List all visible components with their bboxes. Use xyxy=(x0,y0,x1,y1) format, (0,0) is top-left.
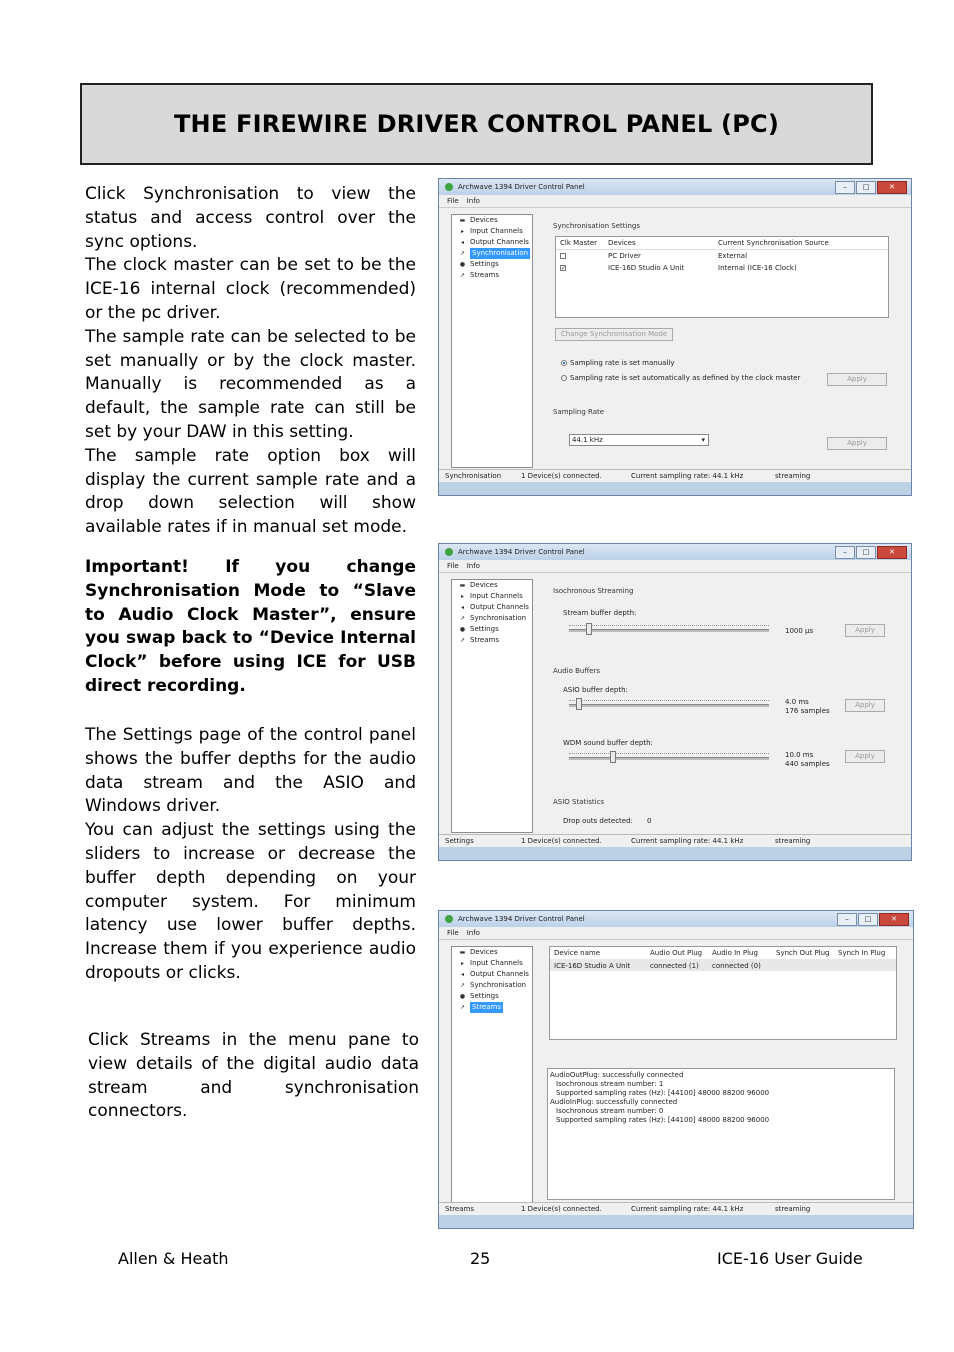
wdm-buffer-slider[interactable] xyxy=(569,757,769,760)
col-header[interactable]: Devices xyxy=(608,237,636,250)
paragraph: You can adjust the settings using the sliders to increase or decrease the buffer depth depending on your computer system. For minimum latency use lower buffer depths. Increase them if you experience audio dropouts or clicks. xyxy=(85,820,416,983)
log-line: Isochronous stream number: 1 xyxy=(556,1080,664,1088)
sync-icon: ↗ xyxy=(459,250,466,257)
input-icon: ▸ xyxy=(460,593,464,600)
clk-master-checkbox[interactable] xyxy=(560,252,566,260)
group-title: ASIO Statistics xyxy=(553,798,605,806)
sample-rate-select[interactable]: 44.1 kHz ▾ xyxy=(569,434,709,446)
dropouts-value: 0 xyxy=(647,817,652,825)
important-paragraph: Important! If you change Synchronisation Mode to “Slave to Audio Clock Master”, ensure you swap back to “Device Internal Clock” before using ICE for USB direct recording. xyxy=(85,557,416,696)
tree-item-input-channels[interactable]: ▸ Input Channels xyxy=(452,226,532,237)
window-titlebar[interactable] xyxy=(439,544,911,560)
app-icon xyxy=(445,548,453,556)
col-header[interactable]: Device name xyxy=(554,947,600,960)
tree-item-settings[interactable]: ● Settings xyxy=(459,992,499,1000)
radio-auto[interactable]: Sampling rate is set automatically as defined by the clock master xyxy=(561,374,800,382)
maximize-button[interactable]: □ xyxy=(858,913,878,926)
group-title: Isochronous Streaming xyxy=(553,587,634,595)
device-name: PC Driver xyxy=(608,252,641,260)
sync-source: External xyxy=(718,252,748,260)
stream-details-log xyxy=(547,1068,895,1200)
menu-bar xyxy=(439,927,913,940)
streams-table xyxy=(549,946,897,1040)
sync-icon: ↗ xyxy=(459,615,466,622)
apply-button[interactable]: Apply xyxy=(845,624,885,637)
tree-item-streams[interactable]: ↗ Streams xyxy=(459,271,499,279)
col-header[interactable]: Audio Out Plug xyxy=(650,947,702,960)
radio-manual[interactable]: Sampling rate is set manually xyxy=(561,359,674,367)
window-titlebar[interactable] xyxy=(439,179,911,195)
window-client xyxy=(439,208,911,482)
app-icon xyxy=(445,183,453,191)
sync-table xyxy=(555,236,889,318)
paragraph: The sample rate option box will display the current sample rate and a drop down selection will show available rates if in manual set mode. xyxy=(85,445,416,538)
change-sync-mode-button[interactable]: Change Synchronisation Mode xyxy=(555,328,673,341)
slider-thumb[interactable] xyxy=(576,698,582,710)
tree-item-synchronisation[interactable]: ↗ Synchronisation xyxy=(459,249,529,257)
output-icon: ◂ xyxy=(460,971,464,978)
col-header[interactable]: Synch Out Plug xyxy=(776,947,830,960)
minimize-button[interactable]: – xyxy=(837,913,857,926)
col-header[interactable]: Clk Master xyxy=(560,237,597,250)
paragraph: The clock master can be set to be the ICE-16 internal clock (recommended) or the pc driver. xyxy=(85,255,416,323)
nav-tree xyxy=(451,579,533,833)
tree-item-output-channels[interactable]: ◂ Output Channels xyxy=(452,969,532,980)
asio-buffer-samples: 176 samples xyxy=(785,707,830,715)
dropouts-label: Drop outs detected: xyxy=(563,817,633,825)
input-icon: ▸ xyxy=(460,960,464,967)
streams-icon: ↗ xyxy=(459,637,466,644)
group-title: Sampling Rate xyxy=(553,408,605,416)
wdm-buffer-label: WDM sound buffer depth: xyxy=(563,739,653,747)
log-line: Supported sampling rates (Hz): [44100] 48000 88200 96000 xyxy=(556,1089,770,1097)
settings-icon: ● xyxy=(459,993,466,1000)
apply-button[interactable]: Apply xyxy=(845,750,885,763)
status-bar: Settings 1 Device(s) connected. Current sampling rate: 44.1 kHz streaming xyxy=(439,834,911,847)
section-title-box xyxy=(80,83,873,165)
tree-item-output-channels[interactable]: ◂ Output Channels xyxy=(452,237,532,248)
tree-item-synchronisation[interactable]: ↗ Synchronisation xyxy=(459,614,527,622)
devices-icon: ▬ xyxy=(459,217,466,224)
col-header[interactable]: Audio In Plug xyxy=(712,947,758,960)
asio-buffer-ms: 4.0 ms xyxy=(785,698,809,706)
stream-buffer-value: 1000 µs xyxy=(785,627,814,635)
tree-item-settings[interactable]: ● Settings xyxy=(459,260,499,268)
device-name: ICE-16D Studio A Unit xyxy=(608,264,685,272)
tree-item-synchronisation[interactable]: ↗ Synchronisation xyxy=(459,981,527,989)
tree-item-streams[interactable]: ↗ Streams xyxy=(459,636,499,644)
control-panel-window-sync xyxy=(438,178,912,496)
window-title: Archwave 1394 Driver Control Panel xyxy=(458,183,585,191)
table-cell: connected (0) xyxy=(712,962,761,970)
wdm-buffer-ms: 10.0 ms xyxy=(785,751,814,759)
clk-master-checkbox[interactable] xyxy=(560,264,566,272)
output-icon: ◂ xyxy=(460,239,464,246)
log-line: Supported sampling rates (Hz): [44100] 48000 88200 96000 xyxy=(556,1116,770,1124)
devices-icon: ▬ xyxy=(459,949,466,956)
tree-item-settings[interactable]: ● Settings xyxy=(459,625,499,633)
group-title: Synchronisation Settings xyxy=(553,222,640,230)
window-title: Archwave 1394 Driver Control Panel xyxy=(458,548,585,556)
tree-item-output-channels[interactable]: ◂ Output Channels xyxy=(452,602,532,613)
menu-bar xyxy=(439,560,911,573)
footer-left: Allen & Heath xyxy=(118,1249,229,1268)
devices-icon: ▬ xyxy=(459,582,466,589)
tree-item-input-channels[interactable]: ▸ Input Channels xyxy=(452,591,532,602)
tree-item-devices[interactable]: ▬ Devices xyxy=(459,216,498,224)
menu-bar xyxy=(439,195,911,208)
status-bar: Streams 1 Device(s) connected. Current sampling rate: 44.1 kHz streaming xyxy=(439,1202,913,1215)
settings-icon: ● xyxy=(459,261,466,268)
tree-item-streams[interactable]: ↗ Streams xyxy=(459,1003,501,1011)
apply-button[interactable]: Apply xyxy=(845,699,885,712)
table-cell: ICE-16D Studio A Unit xyxy=(554,962,631,970)
window-title: Archwave 1394 Driver Control Panel xyxy=(458,915,585,923)
col-header[interactable]: Synch In Plug xyxy=(838,947,885,960)
apply-button[interactable]: Apply xyxy=(827,437,887,450)
nav-tree xyxy=(451,214,533,468)
log-line: AudioInPlug: successfully connected xyxy=(550,1098,678,1106)
maximize-button[interactable]: □ xyxy=(856,181,876,194)
asio-buffer-slider[interactable] xyxy=(569,704,769,707)
menu-info[interactable]: Info xyxy=(466,929,480,937)
sync-icon: ↗ xyxy=(459,982,466,989)
minimize-button[interactable]: – xyxy=(835,546,855,559)
menu-info[interactable]: Info xyxy=(466,562,480,570)
wdm-buffer-samples: 440 samples xyxy=(785,760,830,768)
app-icon xyxy=(445,915,453,923)
check-icon: ✓ xyxy=(561,265,567,272)
close-button[interactable]: ✕ xyxy=(879,913,909,926)
menu-file[interactable]: File xyxy=(447,197,459,205)
window-client xyxy=(439,940,913,1215)
window-titlebar[interactable] xyxy=(439,911,913,927)
close-button[interactable]: ✕ xyxy=(877,546,907,559)
paragraph: The sample rate can be selected to be set manually or by the clock master. Manually is recommended as a default, the sample rate can still be set by your DAW in this setting. xyxy=(85,326,416,442)
stream-buffer-slider[interactable] xyxy=(569,629,769,632)
status-bar: Synchronisation 1 Device(s) connected. Current sampling rate: 44.1 kHz streaming xyxy=(439,469,911,482)
page-number: 25 xyxy=(470,1249,491,1268)
page-title: THE FIREWIRE DRIVER CONTROL PANEL (PC) xyxy=(173,110,779,138)
tree-item-devices[interactable]: ▬ Devices xyxy=(459,581,498,589)
stream-buffer-label: Stream buffer depth: xyxy=(563,609,637,617)
sync-source: Internal (ICE-16 Clock) xyxy=(718,264,797,272)
window-client xyxy=(439,573,911,847)
streams-icon: ↗ xyxy=(459,272,466,279)
sync-description xyxy=(85,183,416,540)
input-icon: ▸ xyxy=(460,228,464,235)
asio-buffer-label: ASIO buffer depth: xyxy=(563,686,628,694)
apply-button[interactable]: Apply xyxy=(827,373,887,386)
table-cell: connected (1) xyxy=(650,962,699,970)
chevron-down-icon: ▾ xyxy=(701,436,705,444)
slider-thumb[interactable] xyxy=(610,751,616,763)
col-header[interactable]: Current Synchronisation Source xyxy=(718,237,829,250)
streams-description xyxy=(88,1029,419,1124)
menu-file[interactable]: File xyxy=(447,929,459,937)
paragraph: Click Streams in the menu pane to view details of the digital audio data stream and synchronisation connectors. xyxy=(88,1030,419,1122)
group-title: Audio Buffers xyxy=(553,667,601,675)
output-icon: ◂ xyxy=(460,604,464,611)
slider-thumb[interactable] xyxy=(586,623,592,635)
settings-description xyxy=(85,724,416,986)
menu-file[interactable]: File xyxy=(447,562,459,570)
streams-icon: ↗ xyxy=(459,1004,466,1011)
close-button[interactable]: ✕ xyxy=(877,181,907,194)
nav-tree xyxy=(451,946,533,1204)
maximize-button[interactable]: □ xyxy=(856,546,876,559)
menu-info[interactable]: Info xyxy=(466,197,480,205)
log-line: Isochronous stream number: 0 xyxy=(556,1107,664,1115)
paragraph: The Settings page of the control panel shows the buffer depths for the audio data stream and the ASIO and Windows driver. xyxy=(85,725,416,817)
control-panel-window-streams xyxy=(438,910,914,1229)
minimize-button[interactable]: – xyxy=(835,181,855,194)
control-panel-window-settings xyxy=(438,543,912,861)
tree-item-input-channels[interactable]: ▸ Input Channels xyxy=(452,958,532,969)
footer-right: ICE-16 User Guide xyxy=(717,1249,863,1268)
important-note xyxy=(85,556,416,699)
log-line: AudioOutPlug: successfully connected xyxy=(550,1071,684,1079)
tree-item-devices[interactable]: ▬ Devices xyxy=(459,948,498,956)
settings-icon: ● xyxy=(459,626,466,633)
paragraph: Click Synchronisation to view the status and access control over the sync options. xyxy=(85,184,416,252)
